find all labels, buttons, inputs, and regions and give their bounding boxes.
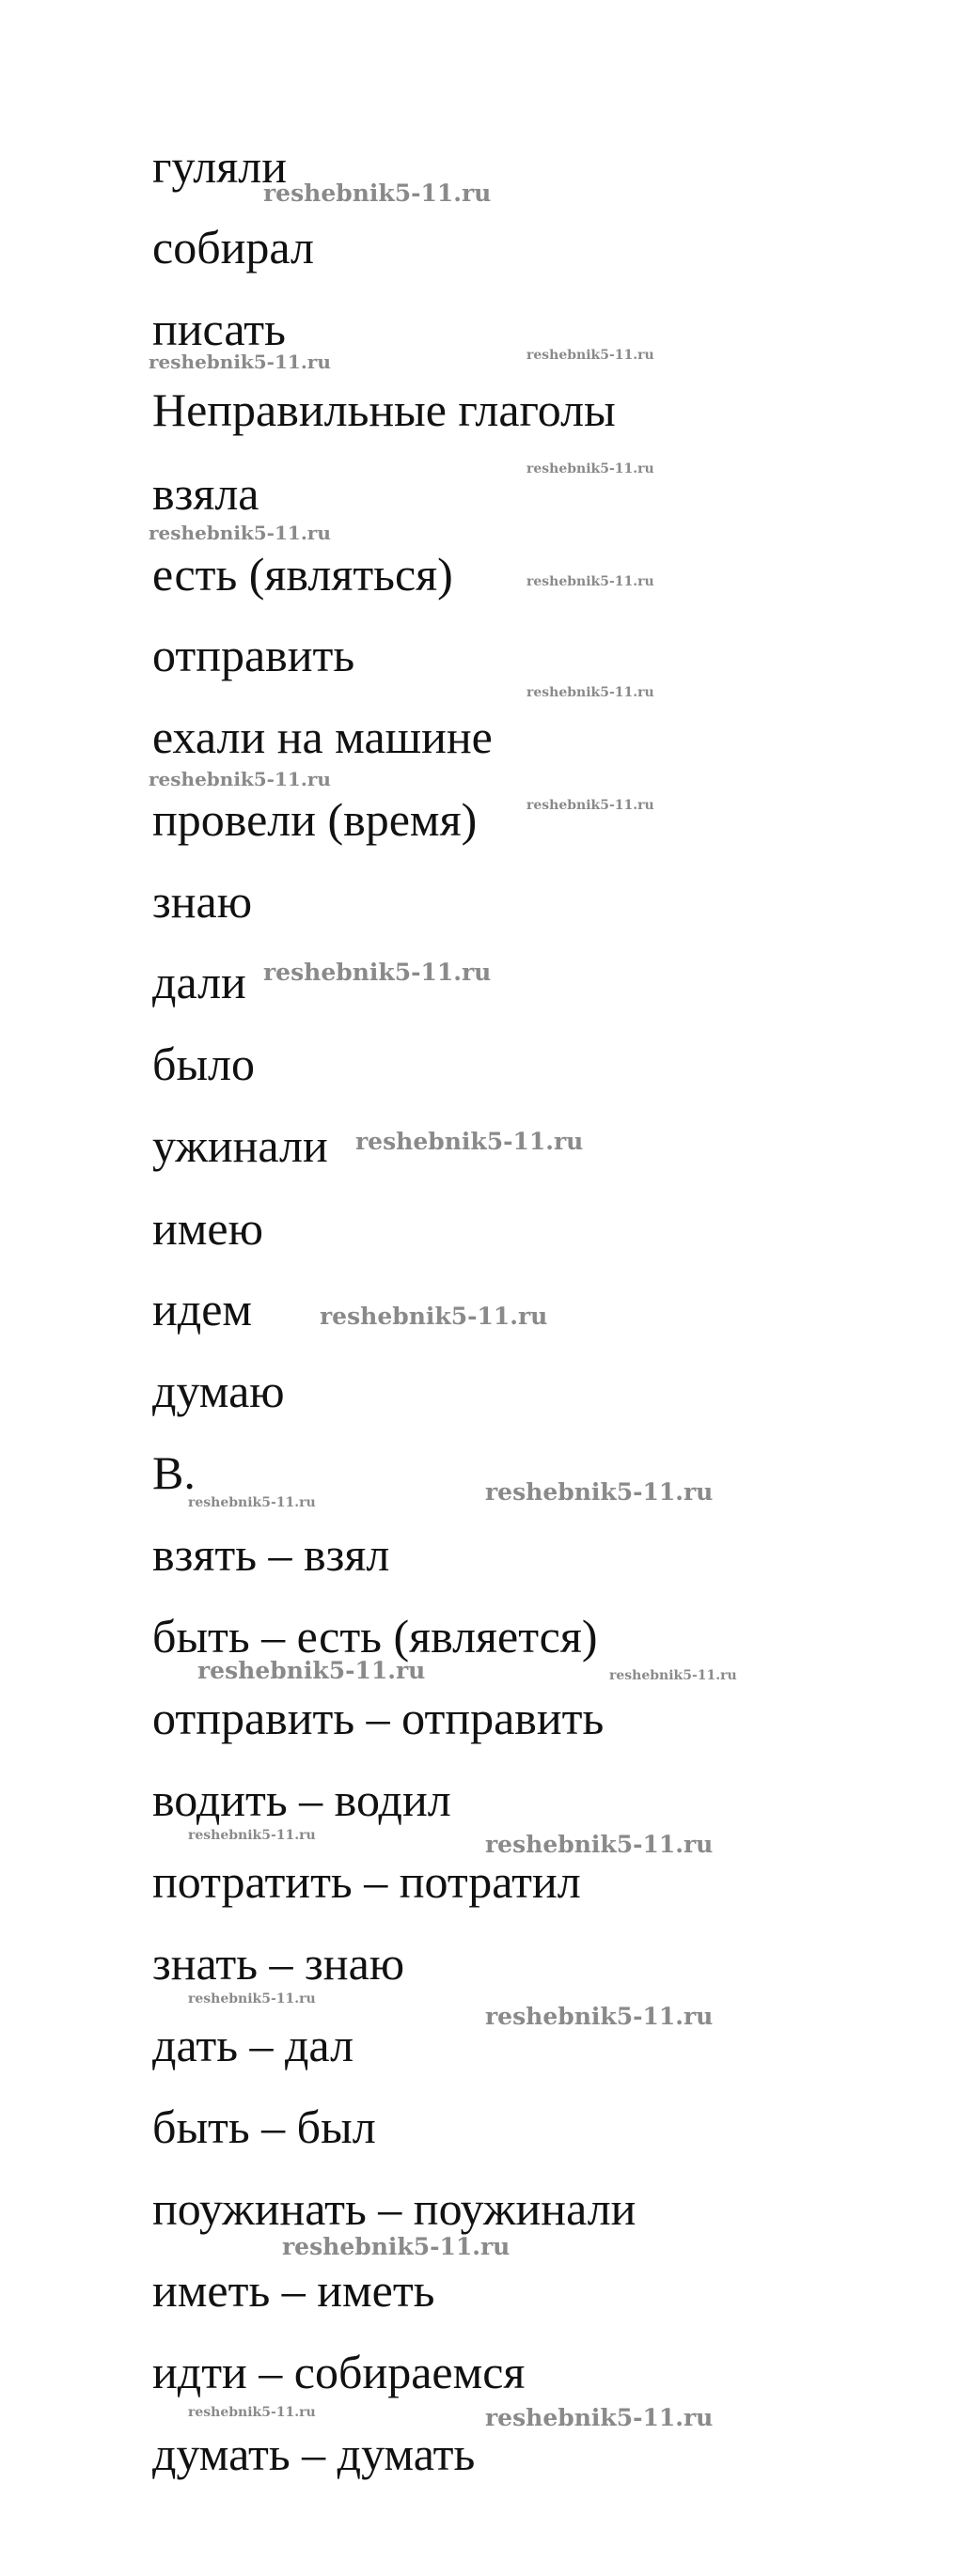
text-line: знать – знаю	[152, 1937, 405, 1990]
watermark: reshebnik5-11.ru	[355, 1128, 584, 1155]
text-line: поужинать – поужинали	[152, 2182, 636, 2235]
text-line: было	[152, 1038, 255, 1090]
text-line: иметь – иметь	[152, 2264, 435, 2317]
text-line: взяла	[152, 467, 259, 520]
text-line: гуляли	[152, 140, 287, 193]
text-line: отправить – отправить	[152, 1692, 605, 1744]
text-line: потратить – потратил	[152, 1855, 581, 1908]
watermark: reshebnik5-11.ru	[526, 574, 654, 589]
text-line: взять – взял	[152, 1528, 390, 1581]
watermark: reshebnik5-11.ru	[526, 685, 654, 700]
watermark: reshebnik5-11.ru	[485, 1478, 714, 1506]
watermark: reshebnik5-11.ru	[149, 768, 331, 790]
watermark: reshebnik5-11.ru	[188, 1828, 316, 1843]
text-line: писать	[152, 303, 286, 355]
watermark: reshebnik5-11.ru	[485, 1831, 714, 1858]
text-line: быть – был	[152, 2100, 376, 2153]
watermark: reshebnik5-11.ru	[197, 1657, 426, 1684]
watermark: reshebnik5-11.ru	[526, 798, 654, 813]
text-line: водить – водил	[152, 1773, 451, 1826]
text-line: идем	[152, 1283, 253, 1335]
watermark: reshebnik5-11.ru	[526, 461, 654, 476]
watermark: reshebnik5-11.ru	[485, 2003, 714, 2030]
text-line: собирал	[152, 221, 314, 273]
text-line: думаю	[152, 1365, 285, 1417]
text-line: Неправильные глаголы	[152, 383, 616, 436]
watermark: reshebnik5-11.ru	[188, 1495, 316, 1510]
watermark: reshebnik5-11.ru	[149, 351, 331, 373]
watermark: reshebnik5-11.ru	[263, 959, 492, 986]
watermark: reshebnik5-11.ru	[282, 2233, 511, 2260]
text-line: идти – собираемся	[152, 2346, 526, 2398]
watermark: reshebnik5-11.ru	[149, 522, 331, 544]
text-line: быть – есть (является)	[152, 1610, 598, 1663]
watermark: reshebnik5-11.ru	[485, 2404, 714, 2431]
text-line: дали	[152, 956, 246, 1008]
watermark: reshebnik5-11.ru	[320, 1303, 548, 1330]
text-line: ехали на машине	[152, 710, 493, 763]
watermark: reshebnik5-11.ru	[609, 1668, 737, 1683]
text-line: провели (время)	[152, 793, 478, 846]
watermark: reshebnik5-11.ru	[526, 348, 654, 363]
text-line: знаю	[152, 875, 253, 928]
text-line: отправить	[152, 629, 355, 681]
section-label: B.	[152, 1446, 196, 1499]
text-line: имею	[152, 1202, 263, 1255]
text-line: дать – дал	[152, 2019, 354, 2071]
watermark: reshebnik5-11.ru	[188, 1991, 316, 2006]
text-line: есть (являться)	[152, 548, 453, 601]
watermark: reshebnik5-11.ru	[263, 180, 492, 207]
text-line: думать – думать	[152, 2428, 476, 2480]
watermark: reshebnik5-11.ru	[188, 2405, 316, 2420]
text-line: ужинали	[152, 1119, 328, 1172]
